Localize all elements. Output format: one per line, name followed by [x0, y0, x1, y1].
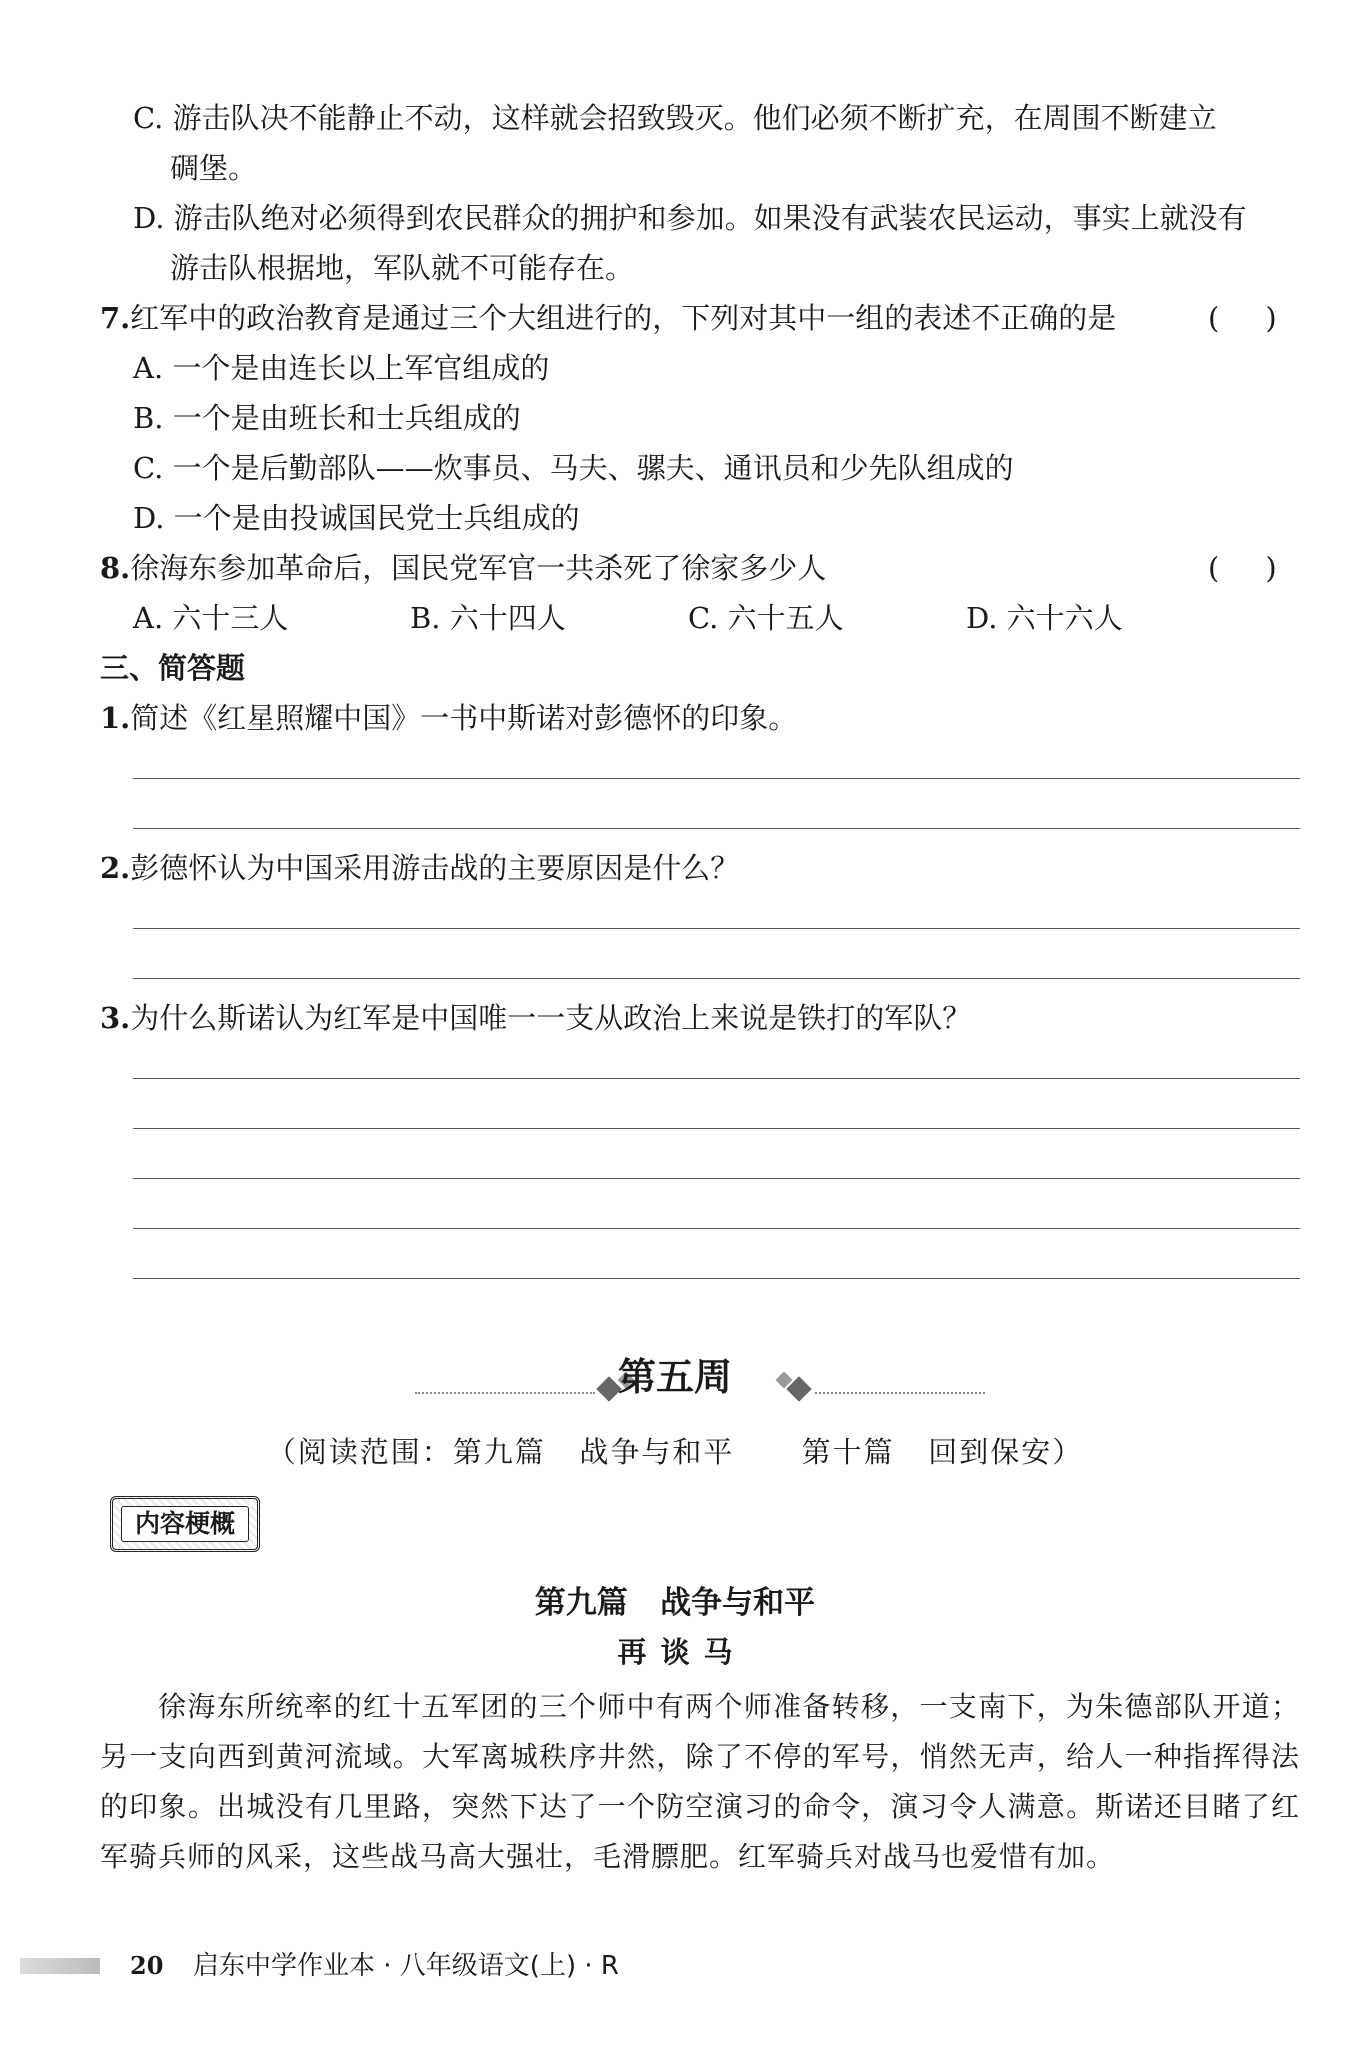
footer-bar — [20, 1958, 100, 1974]
sa-q2-number: 2. — [100, 851, 131, 885]
q7-answer-paren[interactable]: ( ) — [1208, 301, 1277, 335]
q7-stem — [100, 298, 1116, 338]
q8-text: 徐海东参加革命后，国民党军官一共杀死了徐家多少人 — [130, 551, 827, 585]
page-number: 20 — [130, 1951, 164, 1980]
q7-number: 7. — [100, 301, 131, 335]
sa-q3-text: 为什么斯诺认为红军是中国唯一一支从政治上来说是铁打的军队？ — [130, 1001, 972, 1035]
answer-line[interactable] — [133, 978, 1300, 979]
q8-option-a: A. 六十三人 — [133, 601, 289, 635]
q8-stem — [100, 548, 826, 588]
answer-line[interactable] — [133, 1128, 1300, 1129]
summary-badge-label: 内容梗概 — [121, 1506, 249, 1542]
q7-option-b: B. 一个是由班长和士兵组成的 — [133, 401, 521, 435]
sa-q3 — [100, 998, 971, 1038]
q8-option-b: B. 六十四人 — [410, 601, 566, 635]
q6-option-c-line1: C. 游击队决不能静止不动，这样就会招致毁灭。他们必须不断扩充，在周围不断建立 — [133, 101, 1217, 135]
q8-answer-paren[interactable]: ( ) — [1208, 551, 1277, 585]
chapter-title: 第九篇 战争与和平 — [534, 1585, 816, 1621]
answer-line[interactable] — [133, 1278, 1300, 1279]
q8-option-c: C. 六十五人 — [688, 601, 844, 635]
answer-line[interactable] — [133, 778, 1300, 779]
answer-line[interactable] — [133, 1078, 1300, 1079]
q6-option-d-line1: D. 游击队绝对必须得到农民群众的拥护和参加。如果没有武装农民运动，事实上就没有 — [133, 201, 1247, 235]
sa-q2 — [100, 848, 739, 888]
q7-option-a: A. 一个是由连长以上军官组成的 — [133, 351, 550, 385]
sa-q1-number: 1. — [100, 701, 131, 735]
chapter-subtitle: 再谈马 — [617, 1635, 747, 1669]
week-title: 第五周 — [617, 1355, 732, 1399]
reading-range: （阅读范围：第九篇 战争与和平 第十篇 回到保安） — [266, 1435, 1084, 1469]
q6-option-d-line2: 游击队根据地，军队就不可能存在。 — [170, 251, 635, 285]
answer-line[interactable] — [133, 828, 1300, 829]
q8-options-row — [133, 598, 1283, 638]
q6-option-c-line2: 碉堡。 — [170, 151, 258, 185]
answer-line[interactable] — [133, 1178, 1300, 1179]
section3-heading: 三、简答题 — [100, 651, 246, 685]
answer-line[interactable] — [133, 1228, 1300, 1229]
sa-q1-text: 简述《红星照耀中国》一书中斯诺对彭德怀的印象。 — [130, 701, 798, 735]
sa-q1 — [100, 698, 797, 738]
q7-option-d: D. 一个是由投诚国民党士兵组成的 — [133, 501, 580, 535]
book-title: 启东中学作业本 · 八年级语文(上) · R — [193, 1951, 619, 1981]
q8-option-d: D. 六十六人 — [966, 601, 1123, 635]
week-title-rule-right — [815, 1392, 985, 1394]
q7-option-c: C. 一个是后勤部队——炊事员、马夫、骡夫、通讯员和少先队组成的 — [133, 451, 1014, 485]
sa-q3-number: 3. — [100, 1001, 131, 1035]
q8-number: 8. — [100, 551, 131, 585]
q7-text: 红军中的政治教育是通过三个大组进行的，下列对其中一组的表述不正确的是 — [130, 301, 1117, 335]
answer-line[interactable] — [133, 928, 1300, 929]
summary-paragraph: 徐海东所统率的红十五军团的三个师中有两个师准备转移，一支南下，为朱德部队开道；另一支向西到黄河流域。大军离城秩序井然，除了不停的军号，悄然无声，给人一种指挥得法的印象。出城没有几里路，突然下达了一个防空演习的命令，演习令人满意。斯诺还目睹了红军骑兵师的风采，这些战马高大强壮，毛滑膘肥。红军骑兵对战马也爱惜有加。 — [100, 1690, 1300, 1873]
summary-badge — [110, 1496, 260, 1552]
sa-q2-text: 彭德怀认为中国采用游击战的主要原因是什么？ — [130, 851, 740, 885]
